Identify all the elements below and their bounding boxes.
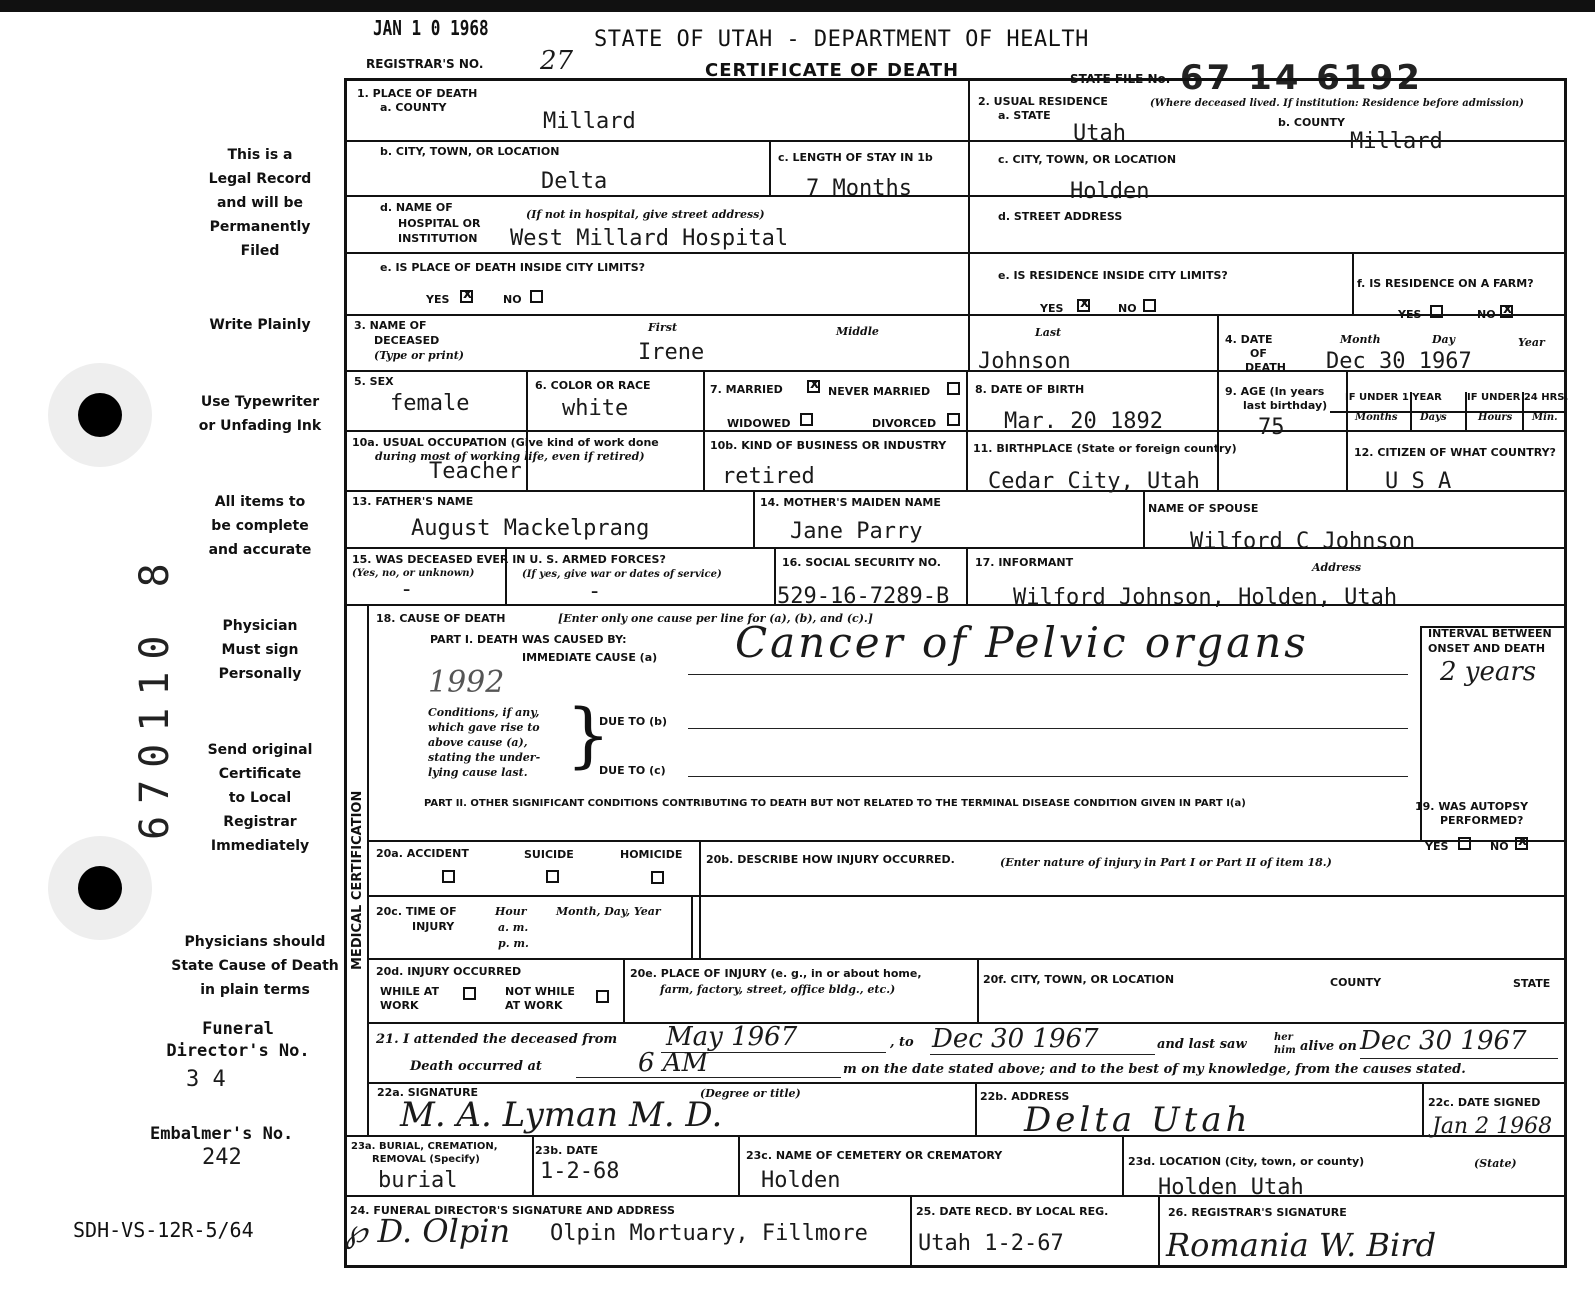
armed-forces-note-a: (Yes, no, or unknown) bbox=[352, 568, 475, 579]
autopsy-yes-checkbox[interactable] bbox=[1458, 837, 1471, 850]
funeral-director-signature: ℘ D. Olpin bbox=[345, 1212, 511, 1250]
farm-label: f. IS RESIDENCE ON A FARM? bbox=[1357, 277, 1534, 290]
sex: female bbox=[390, 391, 470, 416]
deceased-name-label-a: 3. NAME OF bbox=[354, 319, 427, 332]
attended-from: May 1967 bbox=[666, 1022, 798, 1052]
her-label: her bbox=[1274, 1032, 1293, 1043]
first-name-label: First bbox=[648, 321, 678, 334]
physician-sign-note: Physician Must sign Personally bbox=[218, 618, 302, 682]
funeral-director-address: Olpin Mortuary, Fillmore bbox=[550, 1221, 868, 1246]
while-at-work-label-b: WORK bbox=[380, 999, 419, 1012]
certificate-frame bbox=[344, 78, 1567, 1268]
alive-on-label: alive on bbox=[1300, 1039, 1357, 1054]
injury-city-label: 20f. CITY, TOWN, OR LOCATION bbox=[983, 973, 1175, 986]
birthplace-label: 11. BIRTHPLACE (State or foreign country) bbox=[973, 442, 1237, 455]
time-of-injury-label-a: 20c. TIME OF bbox=[376, 905, 457, 918]
occupation-label-b: during most of working life, even if retired) bbox=[375, 450, 645, 463]
write-plainly-note: Write Plainly bbox=[209, 317, 311, 333]
last-saw-label: and last saw bbox=[1157, 1037, 1247, 1052]
medical-certification-side-label: MEDICAL CERTIFICATION bbox=[350, 790, 365, 970]
armed-forces-answer: - bbox=[400, 577, 414, 602]
father-name: August Mackelprang bbox=[411, 516, 650, 541]
mother-name: Jane Parry bbox=[790, 519, 923, 544]
year-label: Year bbox=[1518, 336, 1545, 349]
mother-name-label: 14. MOTHER'S MAIDEN NAME bbox=[760, 496, 941, 509]
due-to-b-label: DUE TO (b) bbox=[599, 715, 668, 728]
month-label: Month bbox=[1340, 333, 1381, 346]
death-city: Delta bbox=[541, 169, 608, 194]
residence-city-limits-no-label: NO bbox=[1118, 302, 1137, 315]
injury-state-label: STATE bbox=[1513, 977, 1551, 990]
burial-location-label: 23d. LOCATION (City, town, or county) bbox=[1128, 1155, 1365, 1168]
cause-of-death-label: 18. CAUSE OF DEATH bbox=[376, 612, 506, 625]
hours-label: Hours bbox=[1478, 412, 1513, 423]
place-of-injury-label-a: 20e. PLACE OF INJURY (e. g., in or about home, bbox=[630, 967, 922, 980]
margin-code: 1992 bbox=[428, 665, 505, 700]
while-at-work-label-a: WHILE AT bbox=[380, 985, 439, 998]
death-city-limits-label: e. IS PLACE OF DEATH INSIDE CITY LIMITS? bbox=[380, 261, 646, 274]
conditions-brace: } bbox=[566, 694, 611, 776]
death-occurred-label: Death occurred at bbox=[410, 1059, 542, 1074]
physician-address-label: 22b. ADDRESS bbox=[980, 1090, 1070, 1103]
age-label-a: 9. AGE (In years bbox=[1225, 385, 1325, 398]
date-signed-label: 22c. DATE SIGNED bbox=[1428, 1096, 1541, 1109]
death-city-label: b. CITY, TOWN, OR LOCATION bbox=[380, 145, 560, 158]
burial-state-label: (State) bbox=[1474, 1157, 1517, 1170]
registrar-signature-label: 26. REGISTRAR'S SIGNATURE bbox=[1168, 1206, 1347, 1219]
state-file-label: STATE FILE No. bbox=[1070, 72, 1171, 86]
attended-to: Dec 30 1967 bbox=[932, 1024, 1099, 1054]
death-city-limits-no-checkbox[interactable] bbox=[530, 290, 543, 303]
cause-of-death-note: [Enter only one cause per line for (a), (b), and (c).] bbox=[558, 612, 873, 625]
part1-label: PART I. DEATH WAS CAUSED BY: bbox=[430, 633, 627, 646]
physician-address: Delta Utah bbox=[1024, 1100, 1252, 1140]
place-of-injury-label-b: farm, factory, street, office bldg., etc.) bbox=[660, 983, 896, 996]
residence-city-limits-yes-checkbox[interactable] bbox=[1077, 299, 1090, 312]
death-city-limits-no-label: NO bbox=[503, 293, 522, 306]
days-label: Days bbox=[1420, 412, 1447, 423]
certificate-title: CERTIFICATE OF DEATH bbox=[705, 60, 960, 81]
race: white bbox=[562, 396, 629, 421]
middle-name-label: Middle bbox=[836, 325, 879, 338]
injury-occurred-label: 20d. INJURY OCCURRED bbox=[376, 965, 522, 978]
informant-address-label: Address bbox=[1312, 561, 1362, 574]
deceased-name-label-c: (Type or print) bbox=[374, 349, 465, 362]
received-date-stamp: JAN 1 0 1968 bbox=[373, 16, 489, 40]
age-label-b: last birthday) bbox=[1243, 399, 1328, 412]
cemetery-label: 23c. NAME OF CEMETERY OR CREMATORY bbox=[746, 1149, 1003, 1162]
date-of-death-label-a: 4. DATE bbox=[1225, 333, 1273, 346]
informant: Wilford Johnson, Holden, Utah bbox=[1013, 585, 1398, 610]
state-file-no: 67 14 6192 bbox=[1180, 58, 1423, 98]
never-married-label: NEVER MARRIED bbox=[828, 385, 931, 398]
never-married-checkbox[interactable] bbox=[947, 382, 960, 395]
punch-hole-top bbox=[48, 363, 152, 467]
scan-top-edge bbox=[0, 0, 1595, 12]
typewriter-note: Use Typewriter or Unfading Ink bbox=[198, 394, 322, 434]
injury-county-label: COUNTY bbox=[1330, 976, 1382, 989]
race-label: 6. COLOR OR RACE bbox=[535, 379, 651, 392]
spouse-name: Wilford C Johnson bbox=[1190, 529, 1416, 554]
under-1-year-label: IF UNDER 1 YEAR bbox=[1345, 392, 1442, 403]
send-original-note: Send original Certificate to Local Registrar Immediately bbox=[207, 742, 313, 854]
due-to-c-label: DUE TO (c) bbox=[599, 764, 666, 777]
place-of-death-label: 1. PLACE OF DEATH bbox=[357, 87, 478, 100]
married-checkbox[interactable] bbox=[807, 380, 820, 393]
last-name-label: Last bbox=[1035, 326, 1062, 339]
date-received-label: 25. DATE RECD. BY LOCAL REG. bbox=[916, 1205, 1109, 1218]
cemetery: Holden bbox=[761, 1168, 841, 1193]
autopsy-yes-label: YES bbox=[1425, 840, 1449, 853]
death-occurred-tail: m on the date stated above; and to the best of my knowledge, from the causes stated. bbox=[843, 1062, 1466, 1077]
occupation: Teacher bbox=[429, 459, 522, 484]
residence-note: (Where deceased lived. If institution: Residence before admission) bbox=[1150, 98, 1524, 109]
hospital-name: West Millard Hospital bbox=[510, 226, 789, 251]
widowed-checkbox[interactable] bbox=[800, 413, 813, 426]
funeral-director-no-label: Funeral Director's No. bbox=[166, 1019, 310, 1061]
residence-county: Millard bbox=[1350, 129, 1443, 154]
registrar-no-label: REGISTRAR'S NO. bbox=[366, 57, 484, 71]
part2-label: PART II. OTHER SIGNIFICANT CONDITIONS CONTRIBUTING TO DEATH BUT NOT RELATED TO THE TERMINAL DISEASE CONDITION GIVEN IN PART I(a) bbox=[424, 798, 1246, 809]
vertical-file-number: 670110 8 bbox=[132, 551, 178, 840]
hospital-label-b: HOSPITAL OR bbox=[398, 217, 481, 230]
citizen-label: 12. CITIZEN OF WHAT COUNTRY? bbox=[1354, 446, 1556, 459]
date-signed: Jan 2 1968 bbox=[1432, 1114, 1553, 1139]
hospital-label-c: INSTITUTION bbox=[398, 232, 478, 245]
residence-state: Utah bbox=[1073, 121, 1126, 146]
accident-label: 20a. ACCIDENT bbox=[376, 847, 469, 860]
interval-label-b: ONSET AND DEATH bbox=[1428, 642, 1546, 655]
not-at-work-label-b: AT WORK bbox=[505, 999, 563, 1012]
divorced-label: DIVORCED bbox=[872, 417, 937, 430]
punch-hole-bottom bbox=[48, 836, 152, 940]
physicians-cause-note: Physicians should State Cause of Death in plain terms bbox=[171, 934, 339, 998]
father-name-label: 13. FATHER'S NAME bbox=[352, 495, 474, 508]
residence-label: 2. USUAL RESIDENCE bbox=[978, 95, 1108, 108]
occupation-label-a: 10a. USUAL OCCUPATION (Give kind of work done bbox=[352, 436, 659, 449]
spouse-label: NAME OF SPOUSE bbox=[1148, 502, 1259, 515]
business-label: 10b. KIND OF BUSINESS OR INDUSTRY bbox=[710, 439, 947, 452]
am-label: a. m. bbox=[498, 921, 529, 934]
date-received: Utah 1-2-67 bbox=[918, 1231, 1064, 1256]
suicide-checkbox[interactable] bbox=[546, 870, 559, 883]
signature-label: 22a. SIGNATURE bbox=[377, 1086, 479, 1099]
birth-date: Mar. 20 1892 bbox=[1004, 409, 1163, 434]
autopsy-no-checkbox[interactable] bbox=[1515, 837, 1528, 850]
informant-label: 17. INFORMANT bbox=[975, 556, 1074, 569]
not-at-work-checkbox[interactable] bbox=[596, 990, 609, 1003]
form-number: SDH-VS-12R-5/64 bbox=[73, 1218, 254, 1242]
legal-record-note: This is a Legal Record and will be Permanently Filed bbox=[208, 147, 312, 259]
autopsy-no-label: NO bbox=[1490, 840, 1509, 853]
death-city-limits-yes-label: YES bbox=[426, 293, 450, 306]
farm-no-checkbox[interactable] bbox=[1500, 305, 1513, 318]
residence-city-label: c. CITY, TOWN, OR LOCATION bbox=[998, 153, 1177, 166]
injury-description-label: 20b. DESCRIBE HOW INJURY OCCURRED. bbox=[706, 853, 955, 866]
length-of-stay-label: c. LENGTH OF STAY IN 1b bbox=[778, 151, 933, 164]
burial-date-label: 23b. DATE bbox=[535, 1144, 598, 1157]
street-address-label: d. STREET ADDRESS bbox=[998, 210, 1123, 223]
physician-signature: M. A. Lyman M. D. bbox=[400, 1095, 723, 1135]
immediate-cause: Cancer of Pelvic organs bbox=[735, 618, 1309, 667]
death-city-limits-yes-checkbox[interactable] bbox=[460, 290, 473, 303]
interval: 2 years bbox=[1440, 657, 1537, 687]
farm-yes-checkbox[interactable] bbox=[1430, 305, 1443, 318]
citizen: U S A bbox=[1385, 469, 1452, 494]
armed-forces-label: 15. WAS DECEASED EVER IN U. S. ARMED FORCES? bbox=[352, 553, 666, 566]
armed-forces-note-b: (If yes, give war or dates of service) bbox=[522, 569, 722, 580]
date-of-death-label-c: DEATH bbox=[1245, 361, 1287, 374]
ssn: 529-16-7289-B bbox=[777, 584, 950, 609]
residence-state-label: a. STATE bbox=[998, 109, 1051, 122]
embalmer-no: 242 bbox=[202, 1145, 242, 1170]
funeral-director-label: 24. FUNERAL DIRECTOR'S SIGNATURE AND ADDRESS bbox=[350, 1204, 675, 1217]
death-occurred-time: 6 AM bbox=[638, 1048, 709, 1078]
months-label: Months bbox=[1355, 412, 1398, 423]
interval-label-a: INTERVAL BETWEEN bbox=[1428, 627, 1552, 640]
not-at-work-label-a: NOT WHILE bbox=[505, 985, 575, 998]
ssn-label: 16. SOCIAL SECURITY NO. bbox=[782, 556, 941, 569]
date-of-death-label-b: OF bbox=[1250, 347, 1267, 360]
burial-date: 1-2-68 bbox=[540, 1159, 620, 1184]
residence-city: Holden bbox=[1070, 179, 1150, 204]
month-day-year-label: Month, Day, Year bbox=[556, 905, 661, 918]
embalmer-no-label: Embalmer's No. bbox=[150, 1124, 294, 1144]
widowed-label: WIDOWED bbox=[727, 417, 791, 430]
suicide-label: SUICIDE bbox=[524, 848, 574, 861]
residence-county-label: b. COUNTY bbox=[1278, 116, 1345, 129]
last-name: Johnson bbox=[978, 349, 1071, 374]
farm-no-label: NO bbox=[1477, 308, 1496, 321]
first-name: Irene bbox=[638, 340, 705, 365]
disposition-label-a: 23a. BURIAL, CREMATION, bbox=[351, 1141, 498, 1152]
death-county-label: a. COUNTY bbox=[380, 101, 447, 114]
conditions-note: Conditions, if any, which gave rise to above cause (a), stating the under- lying cause last. bbox=[428, 706, 541, 779]
autopsy-label-a: 19. WAS AUTOPSY bbox=[1415, 800, 1529, 813]
hospital-note: (If not in hospital, give street address) bbox=[526, 208, 765, 221]
attended-to-label: , to bbox=[890, 1035, 914, 1050]
burial-location: Holden Utah bbox=[1158, 1175, 1304, 1200]
birthplace: Cedar City, Utah bbox=[988, 469, 1200, 494]
residence-city-limits-yes-label: YES bbox=[1040, 302, 1064, 315]
under-24-hrs-label: IF UNDER 24 HRS. bbox=[1467, 392, 1569, 403]
farm-yes-label: YES bbox=[1398, 308, 1422, 321]
sex-label: 5. SEX bbox=[354, 375, 394, 388]
registrar-no: 27 bbox=[540, 46, 574, 76]
business: retired bbox=[722, 464, 815, 489]
autopsy-label-b: PERFORMED? bbox=[1440, 814, 1524, 827]
hour-label: Hour bbox=[495, 905, 527, 918]
while-at-work-checkbox[interactable] bbox=[463, 987, 476, 1000]
homicide-label: HOMICIDE bbox=[620, 848, 683, 861]
attended-from-label: 21. I attended the deceased from bbox=[376, 1032, 618, 1047]
minutes-label: Min. bbox=[1532, 412, 1558, 423]
hospital-label-a: d. NAME OF bbox=[380, 201, 453, 214]
accident-checkbox[interactable] bbox=[442, 870, 455, 883]
disposition-label-b: REMOVAL (Specify) bbox=[372, 1154, 480, 1165]
pm-label: p. m. bbox=[498, 937, 529, 950]
day-label: Day bbox=[1432, 333, 1456, 346]
residence-city-limits-no-checkbox[interactable] bbox=[1143, 299, 1156, 312]
deceased-name-label-b: DECEASED bbox=[374, 334, 440, 347]
residence-city-limits-label: e. IS RESIDENCE INSIDE CITY LIMITS? bbox=[998, 269, 1228, 282]
death-county: Millard bbox=[543, 109, 636, 134]
funeral-director-no: 3 4 bbox=[186, 1067, 226, 1092]
birth-date-label: 8. DATE OF BIRTH bbox=[975, 383, 1085, 396]
complete-items-note: All items to be complete and accurate bbox=[208, 494, 312, 558]
disposition: burial bbox=[378, 1168, 458, 1193]
alive-on: Dec 30 1967 bbox=[1360, 1026, 1527, 1056]
married-label: 7. MARRIED bbox=[710, 383, 783, 396]
homicide-checkbox[interactable] bbox=[651, 871, 664, 884]
divorced-checkbox[interactable] bbox=[947, 413, 960, 426]
him-label: him bbox=[1274, 1045, 1296, 1056]
form-title: STATE OF UTAH - DEPARTMENT OF HEALTH bbox=[594, 27, 1089, 52]
degree-label: (Degree or title) bbox=[700, 1087, 801, 1100]
length-of-stay: 7 Months bbox=[806, 176, 912, 201]
immediate-cause-label: IMMEDIATE CAUSE (a) bbox=[522, 651, 658, 664]
armed-forces-service: - bbox=[588, 579, 602, 604]
age: 75 bbox=[1258, 415, 1285, 440]
date-of-death: Dec 30 1967 bbox=[1326, 349, 1472, 374]
time-of-injury-label-b: INJURY bbox=[412, 920, 455, 933]
registrar-signature: Romania W. Bird bbox=[1166, 1226, 1437, 1264]
injury-description-note: (Enter nature of injury in Part I or Part II of item 18.) bbox=[1000, 856, 1332, 869]
